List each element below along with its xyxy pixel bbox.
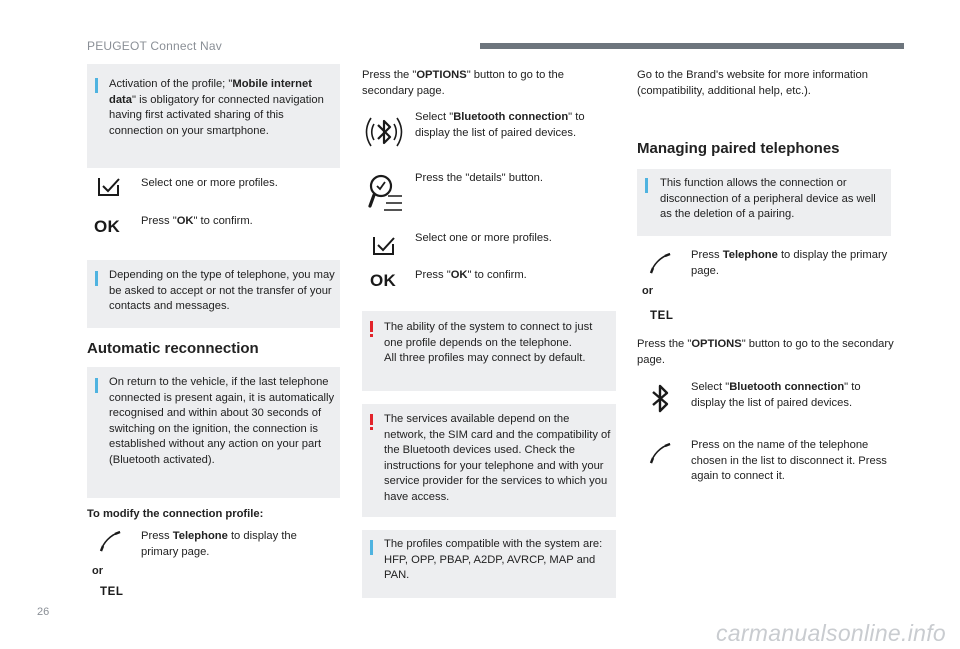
step-press-name-disconnect: Press on the name of the telephone chosen in the list to disconnect it. Press again to connect it. [691,439,887,482]
ok-button-icon: OK [370,271,397,290]
warning-exclamation-icon [370,414,374,430]
header-divider-bar [480,43,904,49]
warning-text-profile-connection: The ability of the system to connect to just one profile depends on the telephone. All three profiles may connect by default. [384,321,593,364]
tel-button-icon: TEL [650,310,674,322]
step-select-bluetooth-2: Select "Bluetooth connection" to display the list of paired devices. [691,381,861,409]
step-press-telephone: Press Telephone to display the primary page. [141,530,297,558]
info-text-auto-reconnection: On return to the vehicle, if the last telephone connected is present again, it is automatically recognised and within about 30 seconds of switching on the ignition, the connection is established without any action on your part (Bluetooth activated). [109,376,335,466]
info-bar-icon [95,78,98,93]
step-press-details: Press the "details" button. [415,172,543,184]
step-press-ok-2: Press "OK" to confirm. [415,269,527,281]
info-text-manage-pairing: This function allows the connection or disconnection of a peripheral device as well as the deletion of a pairing. [660,177,876,220]
brand-website-text: Go to the Brand's website for more information (compatibility, additional help, etc.). [637,69,868,97]
telephone-handset-icon [650,443,672,465]
step-select-profiles-2: Select one or more profiles. [415,232,552,244]
step-press-telephone-2: Press Telephone to display the primary page. [691,249,888,277]
warning-text-services: The services available depend on the network, the SIM card and the compatibility of the Bluetooth devices used. Check the instructions for your telephone and with your service provider for the services to which you have access. [384,413,611,503]
step-select-profiles: Select one or more profiles. [141,177,278,189]
heading-automatic-reconnection: Automatic reconnection [87,340,259,357]
info-text-mobile-internet: Activation of the profile; "Mobile internet data" is obligatory for connected navigation having first activated sharing of this connection on your smartphone. [109,78,324,137]
or-label: or [642,285,653,297]
info-bar-icon [370,540,373,555]
warning-exclamation-icon [370,321,374,337]
watermark-text: carmanualsonline.info [715,619,946,646]
select-checkbox-icon [373,236,395,256]
modify-profile-label: To modify the connection profile: [87,508,264,520]
page-number: 26 [37,606,50,618]
manual-header-title: PEUGEOT Connect Nav [87,39,222,53]
press-options-text-2: Press the "OPTIONS" button to go to the secondary page. [637,338,894,366]
ok-button-icon: OK [94,217,121,236]
heading-managing-paired-telephones: Managing paired telephones [637,140,840,157]
bluetooth-icon [651,383,671,415]
telephone-handset-icon [100,531,122,553]
press-options-text: Press the "OPTIONS" button to go to the secondary page. [362,69,564,97]
details-magnifier-list-icon [368,173,404,213]
info-text-contacts-transfer: Depending on the type of telephone, you may be asked to accept or not the transfer of your contacts and messages. [109,269,335,312]
info-bar-icon [95,271,98,286]
or-label: or [92,565,103,577]
telephone-handset-icon [650,253,672,275]
step-select-bluetooth: Select "Bluetooth connection" to display the list of paired devices. [415,111,585,139]
tel-button-icon: TEL [100,586,124,598]
info-bar-icon [95,378,98,393]
step-press-ok: Press "OK" to confirm. [141,215,253,227]
info-bar-icon [645,178,648,193]
bluetooth-signal-icon [367,112,401,154]
select-checkbox-icon [98,177,120,197]
info-text-compatible-profiles: The profiles compatible with the system are: HFP, OPP, PBAP, A2DP, AVRCP, MAP and PAN. [384,538,603,581]
